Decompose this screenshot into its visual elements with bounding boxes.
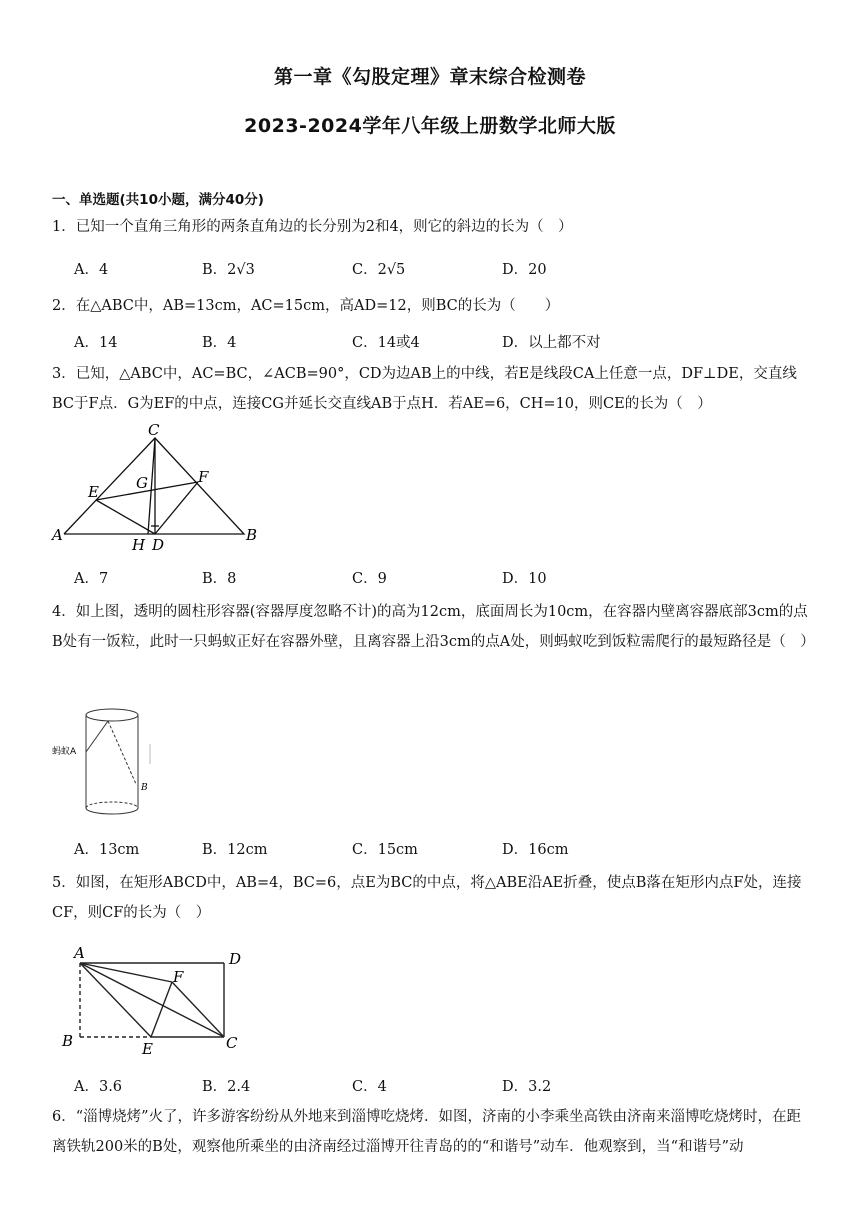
question-5-figure	[58, 942, 258, 1060]
figure-label-f: F	[173, 968, 184, 986]
question-1-text: 1．已知一个直角三角形的两条直角边的长分别为2和4，则它的斜边的长为（ ）	[52, 219, 573, 235]
option-b: B．2√3	[202, 262, 255, 278]
question-3-text: 3．已知，△ABC中，AC=BC，∠ACB=90°，CD为边AB上的中线，若E是线段CA上任意一点，DF⊥DE，交直线BC于F点．G为EF的中点，连接CG并延长交直线AB于点H．若AE=6，CH=10，则CE的长为（ ）	[52, 366, 797, 412]
question-2-options	[74, 331, 814, 355]
option-c: C．14或4	[352, 335, 420, 351]
option-b: B．8	[202, 571, 237, 587]
document-title: 第一章《勾股定理》章末综合检测卷	[273, 66, 586, 88]
option-d: D．以上都不对	[502, 335, 601, 351]
option-d: D．16cm	[502, 842, 569, 858]
question-1-options	[74, 258, 814, 282]
question-6-text: 6．“淄博烧烤”火了，许多游客纷纷从外地来到淄博吃烧烤．如图，济南的小李乘坐高铁由济南来淄博吃烧烤时，在距离铁轨200米的B处，观察他所乘坐的由济南经过淄博开往青岛的的“和谐号”动车．他观察到，当“和谐号”动	[52, 1109, 802, 1155]
figure-label-c: C	[148, 422, 160, 439]
option-b: B．2.4	[202, 1079, 251, 1095]
figure-label-b: B	[141, 783, 148, 793]
question-3-figure	[48, 422, 268, 550]
question-4-options	[74, 838, 814, 862]
figure-label-h: H	[132, 536, 146, 550]
figure-label-a: A	[74, 944, 85, 962]
question-3-options	[74, 567, 814, 591]
section-heading: 一、单选题(共10小题，满分40分)	[52, 192, 264, 208]
option-a: A．3.6	[74, 1079, 123, 1095]
document-subtitle: 2023-2024学年八年级上册数学北师大版	[244, 115, 616, 137]
figure-label-e: E	[142, 1040, 153, 1058]
option-b: B．12cm	[202, 842, 268, 858]
option-c: C．15cm	[352, 842, 418, 858]
figure-label-d: D	[229, 950, 242, 968]
figure-label-a: A	[52, 526, 63, 544]
option-d: D．20	[502, 262, 547, 278]
question-2-text: 2．在△ABC中，AB=13cm，AC=15cm，高AD=12，则BC的长为（ ）	[52, 298, 560, 314]
option-b: B．4	[202, 335, 237, 351]
figure-label-e: E	[88, 483, 99, 501]
question-4-figure	[50, 704, 160, 824]
figure-label-f: F	[198, 468, 209, 486]
question-4-text: 4．如上图，透明的圆柱形容器(容器厚度忽略不计)的高为12cm，底面周长为10cm，在容器内壁离容器底部3cm的点B处有一饭粒，此时一只蚂蚁正好在容器外壁，且离容器上沿3cm的点A处，则蚂蚁吃到饭粒需爬行的最短路径是（ ）	[52, 604, 815, 650]
option-d: D．10	[502, 571, 547, 587]
option-c: C．2√5	[352, 262, 406, 278]
figure-label-b: B	[62, 1032, 74, 1050]
option-a: A．14	[74, 335, 118, 351]
figure-label-d: D	[152, 536, 165, 550]
option-d: D．3.2	[502, 1079, 552, 1095]
option-a: A．7	[74, 571, 109, 587]
question-5-text: 5．如图，在矩形ABCD中，AB=4，BC=6，点E为BC的中点，将△ABE沿AE折叠，使点B落在矩形内点F处，连接CF，则CF的长为（ ）	[52, 875, 802, 921]
option-c: C．9	[352, 571, 387, 587]
option-c: C．4	[352, 1079, 387, 1095]
option-a: A．4	[74, 262, 109, 278]
option-a: A．13cm	[74, 842, 140, 858]
figure-label-b: B	[246, 526, 258, 544]
figure-label-c: C	[226, 1034, 238, 1052]
question-5-options	[74, 1075, 814, 1099]
figure-label-g: G	[136, 474, 148, 492]
figure-label-ant-a: 蚂蚁A	[52, 747, 77, 757]
